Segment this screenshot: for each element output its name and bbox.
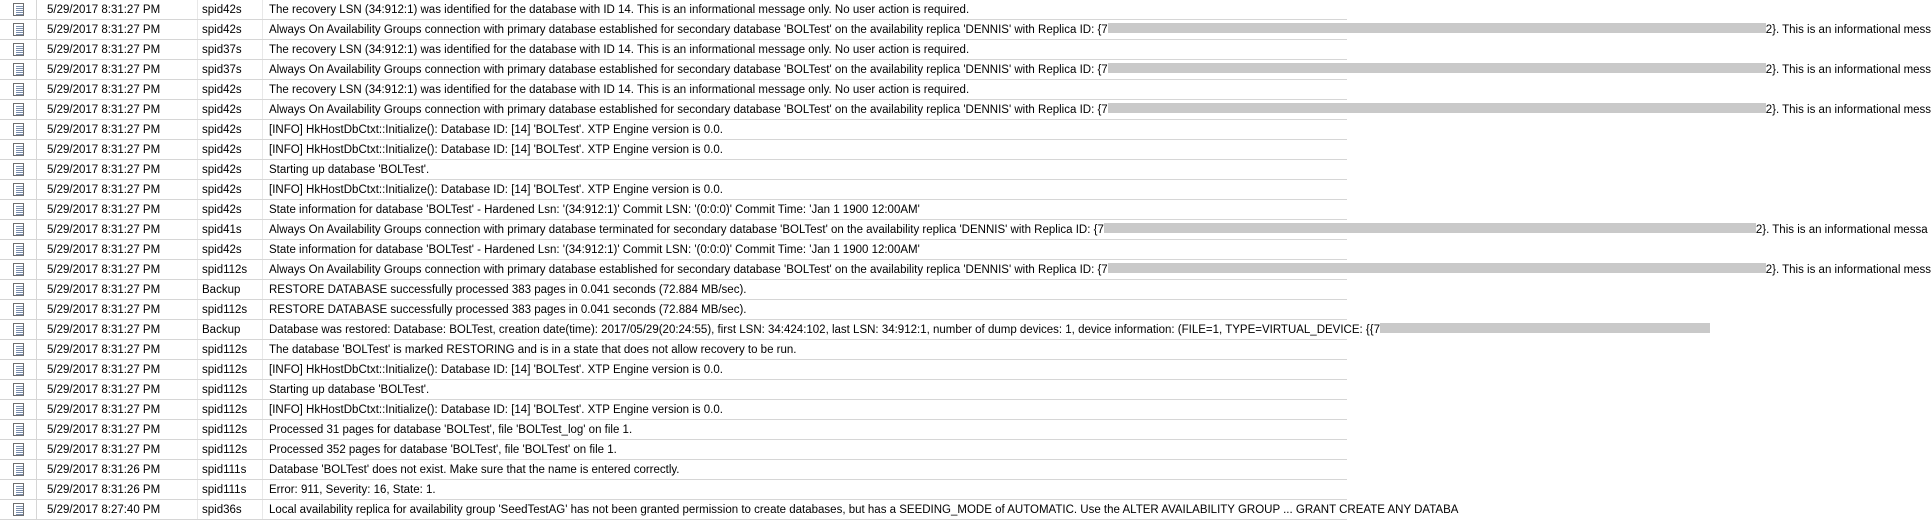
row-icon-cell: [0, 220, 37, 240]
row-icon-cell: [0, 160, 37, 180]
log-entry-icon: [13, 383, 24, 396]
cell-date: 5/29/2017 8:27:40 PM: [37, 500, 198, 520]
table-row[interactable]: [0, 320, 1347, 340]
message-suffix: 2}. This is an informational messa: [1755, 223, 1928, 236]
row-icon-cell: [0, 460, 37, 480]
cell-date: 5/29/2017 8:31:27 PM: [37, 260, 198, 280]
cell-source: spid42s: [198, 160, 263, 180]
table-row[interactable]: [0, 440, 1347, 460]
table-row[interactable]: [0, 300, 1347, 320]
cell-message: [263, 60, 1931, 80]
cell-source: spid42s: [198, 240, 263, 260]
log-entry-icon: [13, 423, 24, 436]
row-icon-cell: [0, 80, 37, 100]
row-icon-cell: [0, 440, 37, 460]
cell-source: spid42s: [198, 140, 263, 160]
cell-message: [263, 260, 1931, 280]
cell-message: State information for database 'BOLTest' - Hardened Lsn: '(34:912:1)' Commit LSN: '(0:0:0)' Commit Time: 'Jan 1 1900 12:00AM': [263, 200, 1348, 220]
row-icon-cell: [0, 140, 37, 160]
cell-message: Local availability replica for availability group 'SeedTestAG' has not been granted permission to create databases, but has a SEEDING_MODE of AUTOMATIC. Use the ALTER AVAILABILITY GROUP ... GRANT CREATE ANY DATABA: [263, 500, 1348, 520]
cell-message: RESTORE DATABASE successfully processed 383 pages in 0.041 seconds (72.884 MB/sec).: [263, 300, 1348, 320]
cell-message: [INFO] HkHostDbCtxt::Initialize(): Database ID: [14] 'BOLTest'. XTP Engine version is 0.0.: [263, 400, 1348, 420]
cell-source: spid112s: [198, 300, 263, 320]
cell-message: [263, 100, 1931, 120]
cell-message: Error: 911, Severity: 16, State: 1.: [263, 480, 1348, 500]
cell-date: 5/29/2017 8:31:27 PM: [37, 140, 198, 160]
message-text: [269, 224, 1928, 236]
row-icon-cell: [0, 420, 37, 440]
row-icon-cell: [0, 180, 37, 200]
cell-source: spid42s: [198, 80, 263, 100]
cell-source: spid112s: [198, 360, 263, 380]
message-suffix: 2}. This is an informational mess: [1765, 23, 1931, 36]
message-text: [269, 264, 1931, 276]
table-row[interactable]: [0, 480, 1347, 500]
log-entry-icon: [13, 223, 24, 236]
cell-date: 5/29/2017 8:31:27 PM: [37, 200, 198, 220]
cell-message: The recovery LSN (34:912:1) was identified for the database with ID 14. This is an informational message only. No user action is required.: [263, 80, 1348, 100]
table-row[interactable]: [0, 200, 1347, 220]
message-prefix: Always On Availability Groups connection with primary database established for secondary database 'BOLTest' on the availability replica 'DENNIS' with Replica ID: {7: [269, 263, 1108, 276]
log-entry-icon: [13, 203, 24, 216]
log-entry-icon: [13, 503, 24, 516]
message-prefix: Always On Availability Groups connection with primary database established for secondary database 'BOLTest' on the availability replica 'DENNIS' with Replica ID: {7: [269, 63, 1108, 76]
cell-date: 5/29/2017 8:31:27 PM: [37, 400, 198, 420]
cell-source: spid37s: [198, 60, 263, 80]
redacted-block: [1108, 103, 1766, 113]
message-text: [269, 24, 1931, 36]
row-icon-cell: [0, 40, 37, 60]
cell-message: [INFO] HkHostDbCtxt::Initialize(): Database ID: [14] 'BOLTest'. XTP Engine version is 0.0.: [263, 180, 1348, 200]
message-prefix: Always On Availability Groups connection with primary database terminated for secondary database 'BOLTest' on the availability replica 'DENNIS' with Replica ID: {7: [269, 223, 1104, 236]
table-row[interactable]: [0, 40, 1347, 60]
table-row[interactable]: [0, 460, 1347, 480]
row-icon-cell: [0, 20, 37, 40]
cell-message: The database 'BOLTest' is marked RESTORING and is in a state that does not allow recovery to be run.: [263, 340, 1348, 360]
row-icon-cell: [0, 320, 37, 340]
table-row[interactable]: [0, 140, 1347, 160]
redacted-block: [1104, 223, 1756, 233]
cell-date: 5/29/2017 8:31:27 PM: [37, 300, 198, 320]
cell-message: The recovery LSN (34:912:1) was identified for the database with ID 14. This is an informational message only. No user action is required.: [263, 40, 1348, 60]
log-entry-icon: [13, 243, 24, 256]
cell-source: spid37s: [198, 40, 263, 60]
cell-message: [263, 320, 1380, 340]
table-row[interactable]: [0, 60, 1347, 80]
cell-message: [INFO] HkHostDbCtxt::Initialize(): Database ID: [14] 'BOLTest'. XTP Engine version is 0.0.: [263, 140, 1348, 160]
message-prefix: Always On Availability Groups connection with primary database established for secondary database 'BOLTest' on the availability replica 'DENNIS' with Replica ID: {7: [269, 103, 1108, 116]
cell-source: spid36s: [198, 500, 263, 520]
log-entry-icon: [13, 263, 24, 276]
cell-date: 5/29/2017 8:31:27 PM: [37, 100, 198, 120]
log-entry-icon: [13, 343, 24, 356]
cell-source: spid42s: [198, 0, 263, 20]
row-icon-cell: [0, 280, 37, 300]
cell-source: spid41s: [198, 220, 263, 240]
log-entry-icon: [13, 123, 24, 136]
cell-date: 5/29/2017 8:31:27 PM: [37, 160, 198, 180]
cell-source: spid42s: [198, 20, 263, 40]
table-row[interactable]: [0, 500, 1347, 520]
cell-source: spid112s: [198, 260, 263, 280]
log-entry-icon: [13, 323, 24, 336]
cell-message: The recovery LSN (34:912:1) was identified for the database with ID 14. This is an informational message only. No user action is required.: [263, 0, 1348, 20]
table-row[interactable]: [0, 280, 1347, 300]
log-entry-icon: [13, 283, 24, 296]
message-text: [269, 324, 1710, 336]
message-prefix: Database was restored: Database: BOLTest, creation date(time): 2017/05/29(20:24:55), first LSN: 34:424:102, last LSN: 34:912:1, number of dump devices: 1, device information: (FILE=1, TYPE=VIRTUAL_DEVICE: {{7: [269, 323, 1380, 336]
table-row[interactable]: [0, 0, 1347, 20]
cell-source: spid112s: [198, 440, 263, 460]
cell-date: 5/29/2017 8:31:27 PM: [37, 320, 198, 340]
redacted-block: [1380, 323, 1710, 333]
cell-message: RESTORE DATABASE successfully processed 383 pages in 0.041 seconds (72.884 MB/sec).: [263, 280, 1348, 300]
row-icon-cell: [0, 480, 37, 500]
table-row[interactable]: [0, 120, 1347, 140]
log-entry-icon: [13, 83, 24, 96]
cell-source: spid111s: [198, 480, 263, 500]
cell-source: spid112s: [198, 400, 263, 420]
table-row[interactable]: [0, 160, 1347, 180]
message-suffix: 2}. This is an informational mess: [1765, 263, 1931, 276]
cell-message: Database 'BOLTest' does not exist. Make sure that the name is entered correctly.: [263, 460, 1348, 480]
cell-source: spid112s: [198, 420, 263, 440]
table-row[interactable]: [0, 360, 1347, 380]
cell-date: 5/29/2017 8:31:27 PM: [37, 20, 198, 40]
cell-date: 5/29/2017 8:31:27 PM: [37, 340, 198, 360]
message-text: [269, 104, 1931, 116]
table-row[interactable]: [0, 80, 1347, 100]
cell-message: [INFO] HkHostDbCtxt::Initialize(): Database ID: [14] 'BOLTest'. XTP Engine version is 0.0.: [263, 120, 1348, 140]
table-row[interactable]: [0, 20, 1347, 40]
log-entry-icon: [13, 23, 24, 36]
cell-date: 5/29/2017 8:31:27 PM: [37, 220, 198, 240]
cell-date: 5/29/2017 8:31:27 PM: [37, 280, 198, 300]
log-entry-icon: [13, 403, 24, 416]
table-row[interactable]: [0, 340, 1347, 360]
log-entry-icon: [13, 483, 24, 496]
message-prefix: Always On Availability Groups connection with primary database established for secondary database 'BOLTest' on the availability replica 'DENNIS' with Replica ID: {7: [269, 23, 1108, 36]
log-entry-icon: [13, 303, 24, 316]
log-entry-icon: [13, 43, 24, 56]
table-row[interactable]: [0, 240, 1347, 260]
cell-date: 5/29/2017 8:31:27 PM: [37, 240, 198, 260]
row-icon-cell: [0, 400, 37, 420]
table-row[interactable]: [0, 100, 1347, 120]
cell-message: Starting up database 'BOLTest'.: [263, 380, 1348, 400]
log-entry-icon: [13, 363, 24, 376]
cell-source: spid112s: [198, 380, 263, 400]
redacted-block: [1108, 263, 1766, 273]
cell-source: spid111s: [198, 460, 263, 480]
cell-date: 5/29/2017 8:31:27 PM: [37, 380, 198, 400]
message-text: [269, 64, 1931, 76]
cell-source: spid42s: [198, 200, 263, 220]
cell-source: spid42s: [198, 120, 263, 140]
table-row[interactable]: [0, 220, 1347, 240]
row-icon-cell: [0, 380, 37, 400]
log-entry-icon: [13, 63, 24, 76]
message-suffix: 2}. This is an informational mess: [1765, 63, 1931, 76]
cell-message: [263, 20, 1931, 40]
cell-date: 5/29/2017 8:31:27 PM: [37, 120, 198, 140]
cell-date: 5/29/2017 8:31:27 PM: [37, 80, 198, 100]
row-icon-cell: [0, 360, 37, 380]
cell-message: Processed 31 pages for database 'BOLTest', file 'BOLTest_log' on file 1.: [263, 420, 1348, 440]
cell-message: State information for database 'BOLTest' - Hardened Lsn: '(34:912:1)' Commit LSN: '(0:0:0)' Commit Time: 'Jan 1 1900 12:00AM': [263, 240, 1348, 260]
redacted-block: [1108, 63, 1766, 73]
cell-source: spid112s: [198, 340, 263, 360]
row-icon-cell: [0, 340, 37, 360]
row-icon-cell: [0, 260, 37, 280]
row-icon-cell: [0, 300, 37, 320]
cell-date: 5/29/2017 8:31:26 PM: [37, 460, 198, 480]
table-row[interactable]: [0, 380, 1347, 400]
row-icon-cell: [0, 0, 37, 20]
cell-date: 5/29/2017 8:31:27 PM: [37, 60, 198, 80]
log-entry-icon: [13, 103, 24, 116]
cell-source: Backup: [198, 320, 263, 340]
row-icon-cell: [0, 100, 37, 120]
cell-date: 5/29/2017 8:31:27 PM: [37, 180, 198, 200]
cell-message: Processed 352 pages for database 'BOLTest', file 'BOLTest' on file 1.: [263, 440, 1348, 460]
log-entry-icon: [13, 163, 24, 176]
cell-message: Starting up database 'BOLTest'.: [263, 160, 1348, 180]
cell-date: 5/29/2017 8:31:26 PM: [37, 480, 198, 500]
cell-source: spid42s: [198, 180, 263, 200]
table-row[interactable]: [0, 260, 1347, 280]
cell-source: Backup: [198, 280, 263, 300]
row-icon-cell: [0, 240, 37, 260]
cell-date: 5/29/2017 8:31:27 PM: [37, 40, 198, 60]
message-suffix: 2}. This is an informational mess: [1765, 103, 1931, 116]
cell-source: spid42s: [198, 100, 263, 120]
table-row[interactable]: [0, 420, 1347, 440]
row-icon-cell: [0, 60, 37, 80]
cell-date: 5/29/2017 8:31:27 PM: [37, 0, 198, 20]
log-entry-icon: [13, 183, 24, 196]
cell-date: 5/29/2017 8:31:27 PM: [37, 440, 198, 460]
cell-date: 5/29/2017 8:31:27 PM: [37, 360, 198, 380]
redacted-block: [1108, 23, 1766, 33]
cell-date: 5/29/2017 8:31:27 PM: [37, 420, 198, 440]
log-entry-icon: [13, 3, 24, 16]
table-row[interactable]: [0, 180, 1347, 200]
log-entry-icon: [13, 143, 24, 156]
log-entry-icon: [13, 463, 24, 476]
log-entry-icon: [13, 443, 24, 456]
row-icon-cell: [0, 120, 37, 140]
cell-message: [INFO] HkHostDbCtxt::Initialize(): Database ID: [14] 'BOLTest'. XTP Engine version is 0.0.: [263, 360, 1348, 380]
cell-message: [263, 220, 1928, 240]
table-row[interactable]: [0, 400, 1347, 420]
row-icon-cell: [0, 500, 37, 520]
row-icon-cell: [0, 200, 37, 220]
